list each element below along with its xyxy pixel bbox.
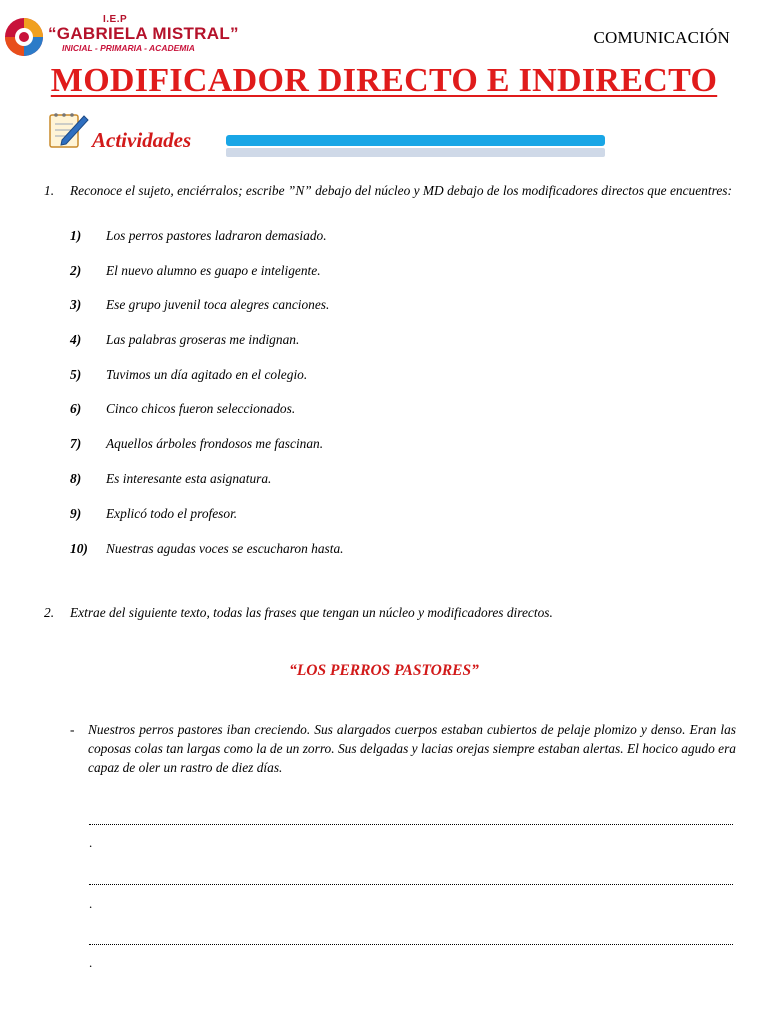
item-sentence: Las palabras groseras me indignan. <box>106 332 300 347</box>
bullet-dash: - <box>70 722 75 737</box>
item-number: 2) <box>70 263 82 278</box>
list-item <box>70 471 271 487</box>
notepad-pen-icon <box>46 110 90 150</box>
item-sentence: Ese grupo juvenil toca alegres canciones. <box>106 297 330 312</box>
list-item <box>70 228 327 244</box>
exercise-2-instruction <box>44 604 736 622</box>
activities-bar <box>226 135 605 146</box>
page-title: MODIFICADOR DIRECTO E INDIRECTO <box>50 62 718 99</box>
activities-heading: Actividades <box>92 128 192 152</box>
item-number: 1) <box>70 228 82 243</box>
item-number: 3) <box>70 297 82 312</box>
item-sentence: Explicó todo el profesor. <box>106 506 238 521</box>
answer-line-3[interactable] <box>89 944 733 945</box>
item-number: 7) <box>70 436 82 451</box>
school-prefix: I.E.P <box>103 14 128 25</box>
list-item <box>70 332 299 348</box>
item-number: 8) <box>70 471 82 486</box>
item-sentence: Es interesante esta asignatura. <box>106 471 272 486</box>
exercise-text: Extrae del siguiente texto, todas las frases que tengan un núcleo y modificadores directos. <box>70 605 553 620</box>
item-number: 6) <box>70 401 82 416</box>
item-sentence: Cinco chicos fueron seleccionados. <box>106 401 296 416</box>
story-paragraph <box>70 720 736 778</box>
exercise-number: 2. <box>44 605 55 620</box>
item-number: 4) <box>70 332 82 347</box>
answer-line-end: . <box>89 955 93 970</box>
list-item <box>70 401 295 417</box>
list-item <box>70 263 321 279</box>
list-item <box>70 367 307 383</box>
item-sentence: Los perros pastores ladraron demasiado. <box>106 228 327 243</box>
item-number: 5) <box>70 367 82 382</box>
item-sentence: Tuvimos un día agitado en el colegio. <box>106 367 308 382</box>
story-title: “LOS PERROS PASTORES” <box>289 662 479 679</box>
school-name: “GABRIELA MISTRAL” <box>48 24 239 43</box>
answer-line-1[interactable] <box>89 824 733 825</box>
school-levels: INICIAL - PRIMARIA - ACADEMIA <box>62 43 195 53</box>
exercise-text: Reconoce el sujeto, enciérralos; escribe ”N” debajo del núcleo y MD debajo de los modificadores directos que encuentres: <box>70 183 732 198</box>
list-item <box>70 297 329 313</box>
item-sentence: El nuevo alumno es guapo e inteligente. <box>106 263 321 278</box>
answer-line-end: . <box>89 896 93 911</box>
activities-bar-shadow <box>226 148 605 157</box>
answer-line-end: . <box>89 835 93 850</box>
list-item <box>70 436 323 452</box>
exercise-1-instruction <box>44 182 736 218</box>
item-sentence: Nuestras agudas voces se escucharon hasta. <box>106 541 344 556</box>
list-item <box>70 541 344 557</box>
paragraph-text: Nuestros perros pastores iban creciendo. Sus alargados cuerpos estaban cubiertos de pelaje plomizo y denso. Eran las coposas colas tan largas como la de un zorro. Sus delgadas y lacias orejas siempre estaban alertas. El hocico agudo era capaz de oler un rastro de diez días. <box>88 722 736 775</box>
answer-line-2[interactable] <box>89 884 733 885</box>
list-item <box>70 506 237 522</box>
exercise-number: 1. <box>44 183 55 198</box>
item-number: 10) <box>70 541 88 556</box>
school-logo <box>2 14 46 60</box>
item-sentence: Aquellos árboles frondosos me fascinan. <box>106 436 324 451</box>
item-number: 9) <box>70 506 82 521</box>
subject-label: COMUNICACIÓN <box>593 28 730 47</box>
